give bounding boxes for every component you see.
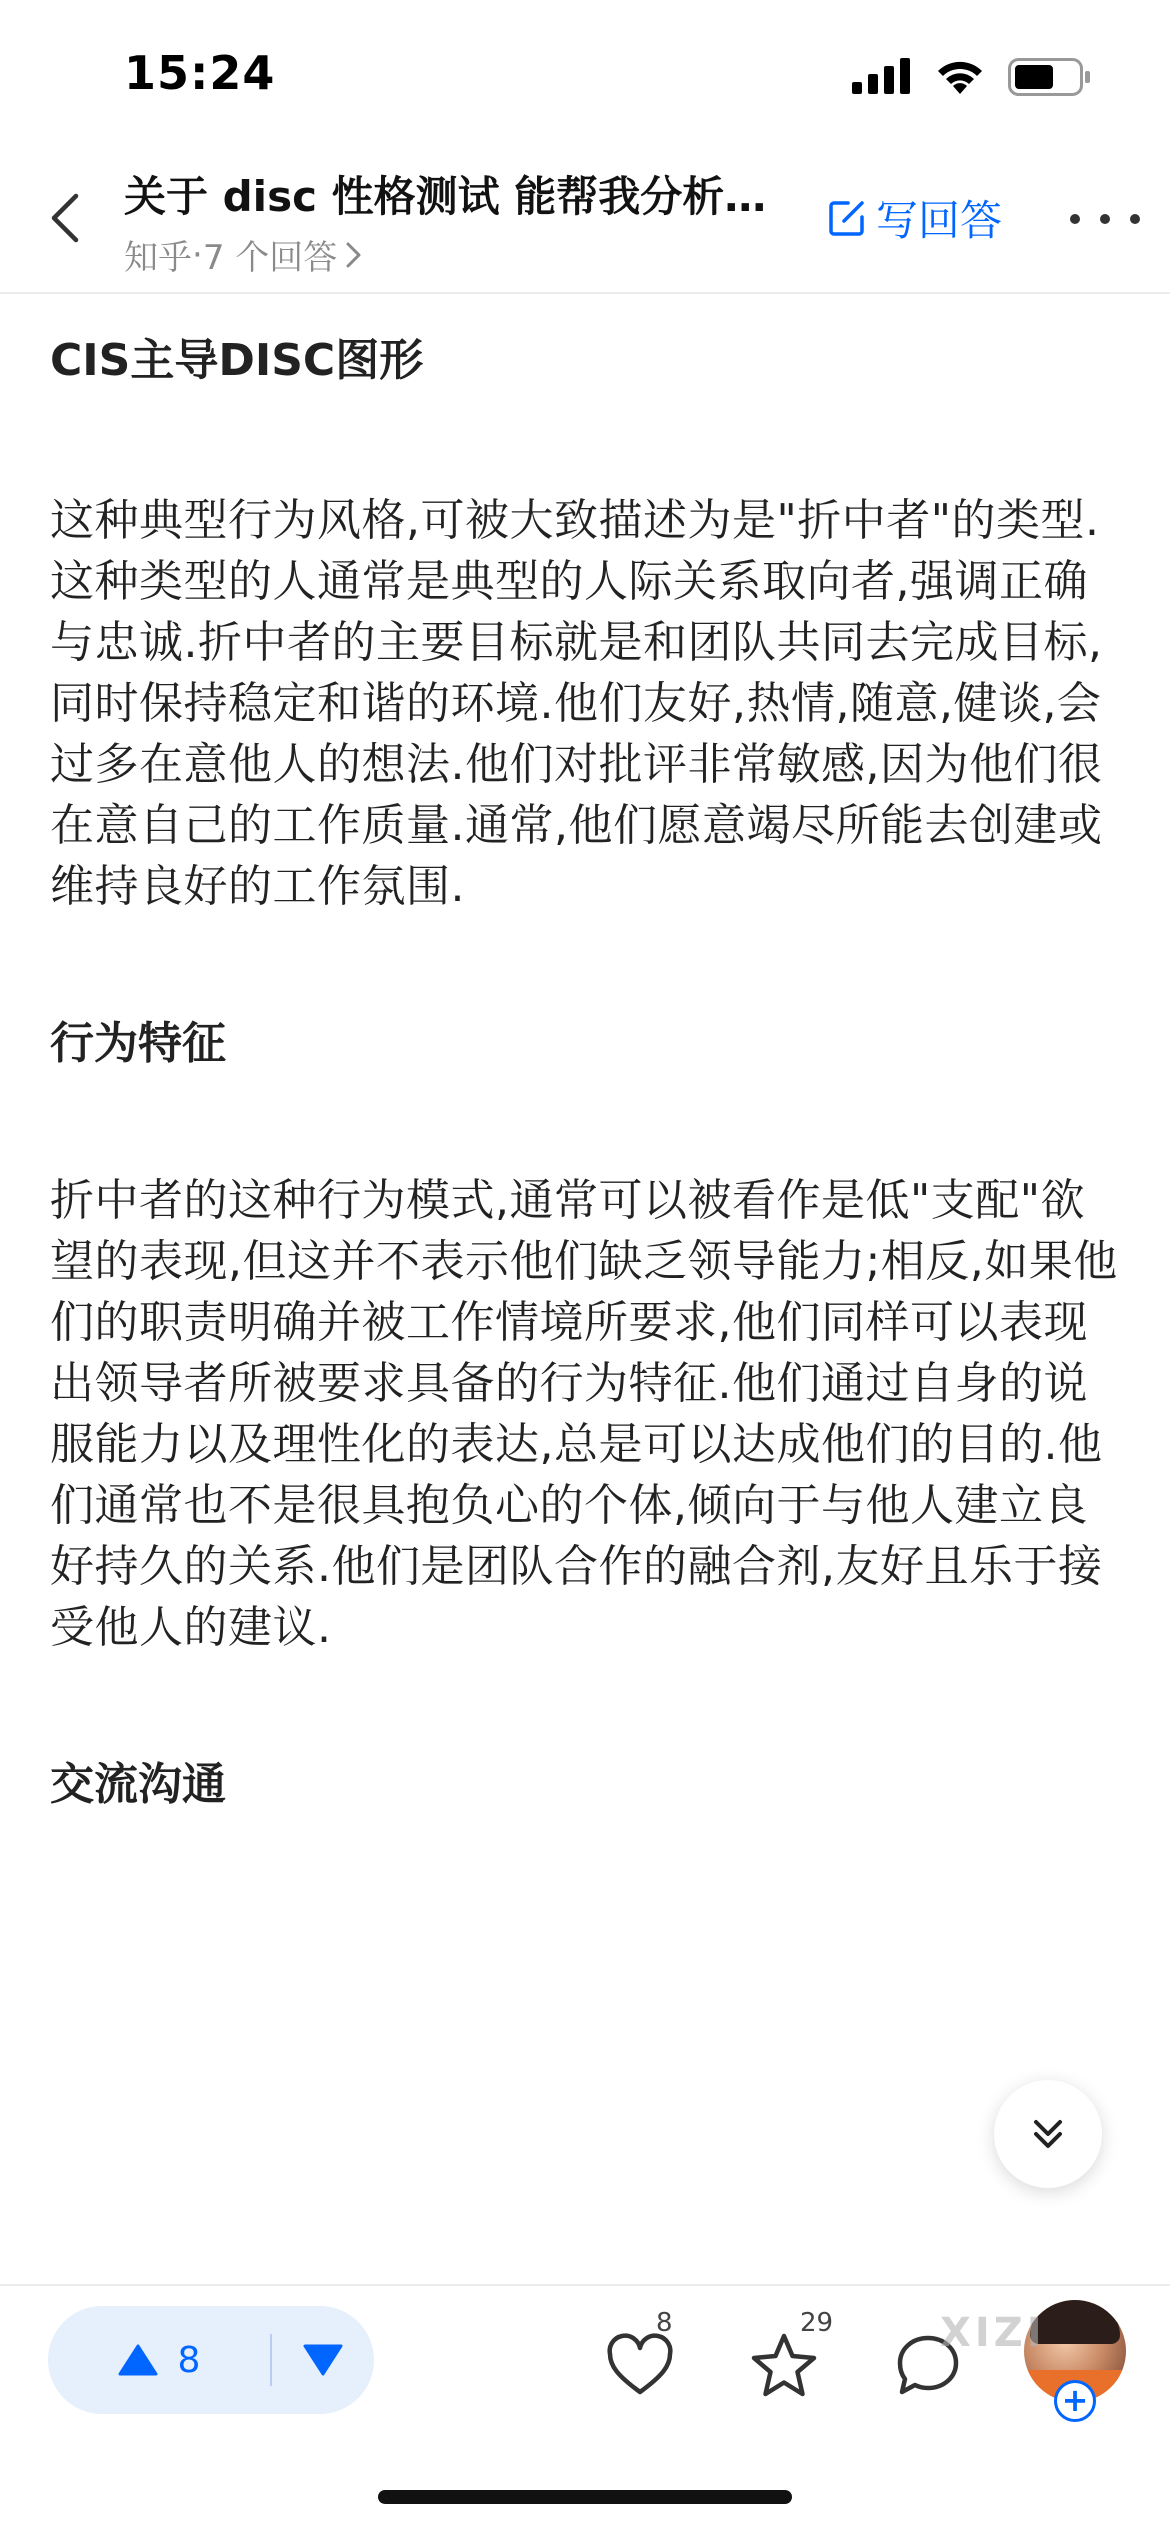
paragraph: 这种典型行为风格,可被大致描述为是"折中者"的类型.这种类型的人通常是典型的人际关系取向者,强调正确与忠诚.折中者的主要目标就是和团队共同去完成目标,同时保持稳定和谐的环境.他们友好,热情,随意,健谈,会过多在意他人的想法.他们对批评非常敏感,因为他们很在意自己的工作质量.通常,他们愿意竭尽所能去创建或维持良好的工作氛围.: [50, 494, 1103, 912]
section-heading: CIS主导DISC图形: [50, 335, 424, 386]
question-title[interactable]: 关于 disc 性格测试 能帮我分析…: [124, 172, 767, 221]
back-button[interactable]: [38, 188, 92, 248]
meta-separator: ·: [192, 234, 203, 275]
source-label: 知乎: [124, 238, 192, 278]
downvote-icon: [303, 2344, 343, 2376]
answer-content: [50, 330, 1122, 1816]
signal-icon: [852, 58, 912, 94]
write-answer-label: 写回答: [876, 196, 1003, 245]
heart-icon: [604, 2330, 676, 2402]
like-count: 8: [656, 2308, 673, 2338]
edit-icon: [826, 197, 868, 239]
like-button[interactable]: [600, 2308, 680, 2406]
watermark: XIZI: [940, 2310, 1046, 2356]
vote-pill: [48, 2306, 374, 2414]
status-bar: [0, 0, 1170, 140]
favorite-button[interactable]: [744, 2308, 834, 2406]
section-heading: 交流沟通: [50, 1759, 226, 1811]
nav-bar: [0, 140, 1170, 294]
paragraph: 折中者的这种行为模式,通常可以被看作是低"支配"欲望的表现,但这并不表示他们缺乏领导能力;相反,如果他们的职责明确并被工作情境所要求,他们同样可以表现出领导者所被要求具备的行为特征.他们通过自身的说服能力以及理性化的表达,总是可以达成他们的目的.他们通常也不是很具抱负心的个体,倾向于与他人建立良好持久的关系.他们是团队合作的融合剂,友好且乐于接受他人的建议.: [50, 1175, 1118, 1654]
upvote-icon: [118, 2344, 158, 2376]
follow-plus-button[interactable]: +: [1054, 2380, 1096, 2422]
scroll-down-button[interactable]: [994, 2080, 1102, 2188]
status-time: 15:24: [124, 46, 276, 100]
downvote-button[interactable]: [272, 2306, 374, 2414]
upvote-count: 8: [177, 2339, 201, 2381]
section-heading: 行为特征: [50, 1017, 226, 1069]
back-arrow-icon: [50, 192, 80, 244]
more-icon[interactable]: [1070, 194, 1140, 244]
answer-count: 7 个回答: [202, 238, 338, 278]
wifi-icon: [934, 56, 986, 96]
double-chevron-down-icon: [1028, 2114, 1068, 2154]
question-meta[interactable]: [124, 230, 365, 279]
favorite-count: 29: [800, 2308, 834, 2338]
battery-icon: [1008, 58, 1092, 96]
upvote-button[interactable]: [48, 2306, 270, 2414]
star-icon: [748, 2330, 820, 2402]
write-answer-button[interactable]: [826, 190, 1002, 246]
home-indicator: [378, 2490, 792, 2504]
chevron-right-icon: [343, 240, 365, 270]
